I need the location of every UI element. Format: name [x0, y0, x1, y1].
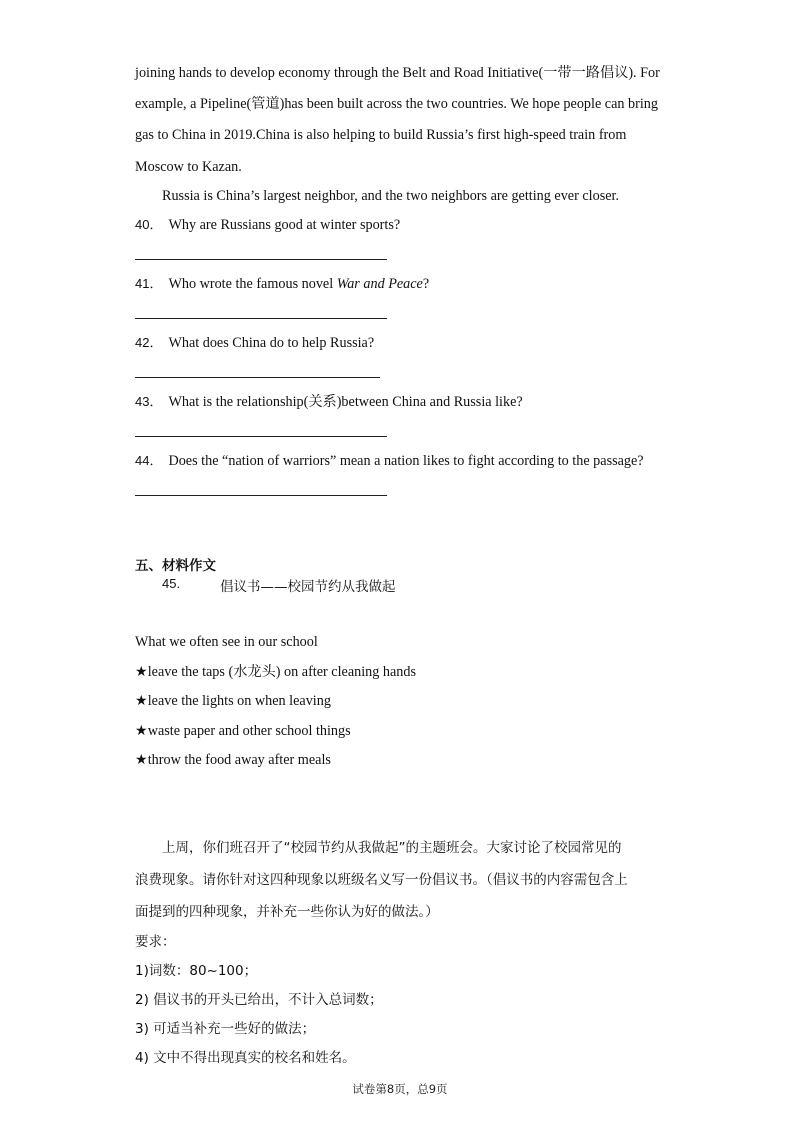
question-42: [135, 334, 374, 352]
requirement-item: 4) 文中不得出现真实的校名和姓名。: [135, 1050, 356, 1066]
passage-line: Moscow to Kazan.: [135, 159, 242, 175]
question-text: Who wrote the famous novel: [168, 276, 337, 292]
answer-line-44[interactable]: [135, 495, 387, 496]
section-heading: 五、材料作文: [135, 558, 216, 574]
question-text: Does the “nation of warriors” mean a nation likes to fight according to the passage?: [168, 453, 644, 469]
prompt-line: 上周，你们班召开了“校园节约从我做起”的主题班会。大家讨论了校园常见的: [162, 840, 622, 856]
answer-line-42[interactable]: [135, 377, 380, 378]
passage-line: example, a Pipeline(管道)has been built across the two countries. We hope people can bring: [135, 96, 658, 112]
question-41: [135, 275, 429, 293]
question-text: Why are Russians good at winter sports?: [168, 217, 401, 233]
passage-line: gas to China in 2019.China is also helping to build Russia’s first high-speed train from: [135, 127, 627, 143]
passage-closing: Russia is China’s largest neighbor, and the two neighbors are getting ever closer.: [162, 188, 620, 204]
question-44: [135, 452, 644, 470]
list-intro: What we often see in our school: [135, 634, 318, 650]
list-item: ★throw the food away after meals: [135, 752, 331, 768]
list-item: ★waste paper and other school things: [135, 723, 351, 739]
requirement-item: 3) 可适当补充一些好的做法；: [135, 1021, 316, 1037]
requirement-item: 1)词数：80~100；: [135, 963, 258, 979]
question-text-end: ?: [422, 276, 430, 292]
passage-line: joining hands to develop economy through the Belt and Road Initiative(一带一路倡议). For: [135, 65, 660, 81]
question-text: What is the relationship(关系)between China and Russia like?: [168, 394, 523, 410]
prompt-line: 面提到的四种现象，并补充一些你认为好的做法。）: [135, 904, 439, 920]
question-number: 44．: [135, 453, 163, 468]
question-number: 43．: [135, 394, 163, 409]
page-footer: 试卷第8页，总9页: [352, 1082, 448, 1096]
question-number: 42．: [135, 335, 163, 350]
novel-title: War and Peace: [336, 276, 423, 292]
list-item: ★leave the taps (水龙头) on after cleaning hands: [135, 664, 416, 680]
answer-line-43[interactable]: [135, 436, 387, 437]
requirements-label: 要求：: [135, 934, 176, 950]
answer-line-41[interactable]: [135, 318, 387, 319]
question-number: 40．: [135, 217, 163, 232]
prompt-line: 浪费现象。请你针对这四种现象以班级名义写一份倡议书。（倡议书的内容需包含上: [135, 872, 628, 888]
question-number-45: 45.: [162, 576, 181, 591]
question-text: What does China do to help Russia?: [168, 335, 375, 351]
question-40: [135, 216, 400, 234]
question-43: [135, 393, 523, 411]
requirement-item: 2) 倡议书的开头已给出，不计入总词数；: [135, 992, 383, 1008]
essay-title: 倡议书——校园节约从我做起: [220, 579, 396, 595]
answer-line-40[interactable]: [135, 259, 387, 260]
list-item: ★leave the lights on when leaving: [135, 693, 331, 709]
question-number: 41．: [135, 276, 163, 291]
